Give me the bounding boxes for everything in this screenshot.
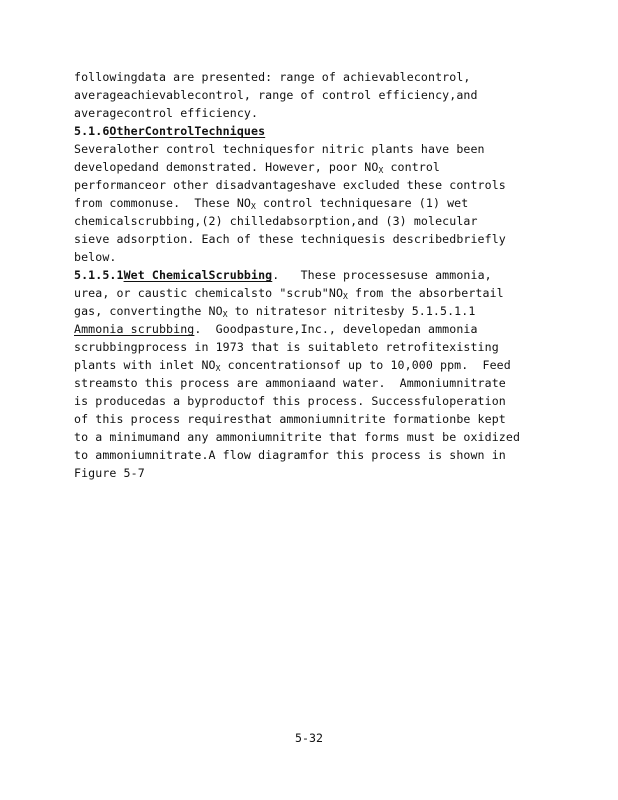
subscript: X: [343, 292, 348, 301]
text-line: Figure 5-7: [74, 466, 145, 480]
text-line: [74, 194, 564, 212]
text-line: streamsto this process are ammoniaand water. Ammoniumnitrate: [74, 376, 506, 390]
text-line: [74, 356, 564, 374]
text-segment: . Goodpasture,Inc., developedan ammonia: [194, 322, 478, 336]
text-line: sieve adsorption. Each of these techniquesis describedbriefly: [74, 232, 506, 246]
text-line: below.: [74, 250, 117, 264]
text-line: is producedas a byproductof this process. Successfuloperation: [74, 394, 506, 408]
text-line: chemicalscrubbing,(2) chilledabsorption,and (3) molecular: [74, 214, 478, 228]
text-line: to a minimumand any ammoniumnitrite that forms must be oxidized: [74, 430, 521, 444]
text-segment: control: [383, 160, 441, 174]
subsection-title: Ammonia scrubbing: [74, 322, 195, 336]
section-heading-5-1-5-1: [74, 266, 564, 284]
subscript: X: [222, 310, 228, 319]
text-line: scrubbingprocess in 1973 that is suitableto retrofitexisting: [74, 340, 499, 354]
text-line: [74, 302, 564, 320]
text-segment: concentrationsof up to 10,000 ppm. Feed: [220, 358, 511, 372]
text-line: [74, 284, 564, 302]
section-title: Wet ChemicalScrubbing: [123, 268, 273, 282]
text-line: [74, 320, 564, 338]
text-line: [74, 158, 564, 176]
text-segment: from the absorbertail: [347, 286, 504, 300]
subscript: X: [378, 166, 384, 175]
text-line: averagecontrol efficiency.: [74, 106, 259, 120]
text-segment: developedand demonstrated. However, poor NO: [74, 160, 379, 174]
text-line: averageachievablecontrol, range of control efficiency,and: [74, 88, 478, 102]
text-segment: to nitratesor nitritesby 5.1.5.1.1: [227, 304, 476, 318]
body-text: [74, 68, 564, 482]
text-line: performanceor other disadvantageshave excluded these controls: [74, 178, 506, 192]
text-segment: . These processesuse ammonia,: [272, 268, 492, 282]
section-number: 5.1.6: [74, 124, 110, 138]
section-number: 5.1.5.1: [74, 268, 124, 282]
text-line: Severalother control techniquesfor nitric plants have been: [74, 142, 485, 156]
subscript: X: [251, 202, 256, 211]
text-segment: urea, or caustic chemicalsto "scrub"NO: [74, 286, 344, 300]
text-line: of this process requiresthat ammoniumnitrite formationbe kept: [74, 412, 506, 426]
subscript: X: [215, 364, 221, 373]
page-number: 5-32: [295, 731, 323, 745]
text-line: to ammoniumnitrate.A flow diagramfor this process is shown in: [74, 448, 506, 462]
section-title: OtherControlTechniques: [109, 124, 266, 138]
text-segment: from commonuse. These NO: [74, 196, 252, 210]
section-heading-5-1-6: [74, 122, 564, 140]
text-segment: plants with inlet NO: [74, 358, 216, 372]
text-line: followingdata are presented: range of achievablecontrol,: [74, 70, 471, 84]
text-segment: control techniquesare (1) wet: [255, 196, 469, 210]
text-segment: gas, convertingthe NO: [74, 304, 223, 318]
